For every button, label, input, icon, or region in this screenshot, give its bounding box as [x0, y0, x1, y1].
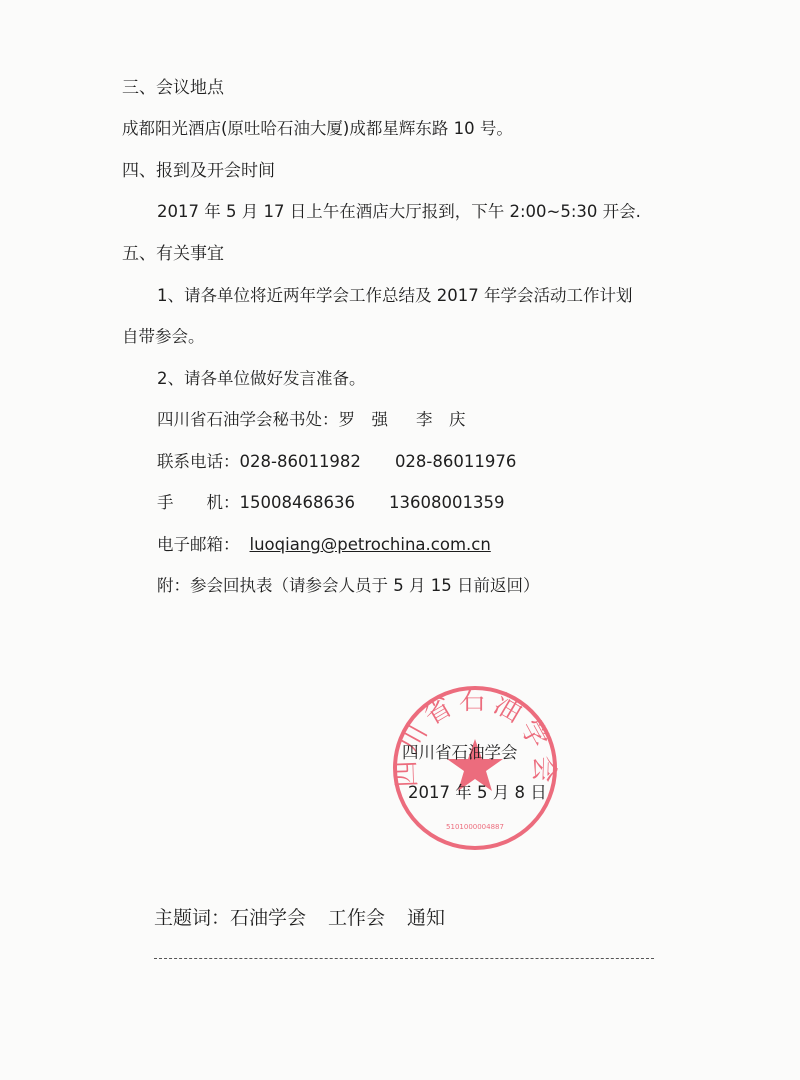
- section5-item1-line1: 1、请各单位将近两年学会工作总结及 2017 年学会活动工作计划: [157, 286, 633, 305]
- phone-1: 028-86011982: [239, 452, 361, 471]
- mobile-line: [157, 492, 504, 514]
- keyword-1: 石油学会: [230, 907, 307, 929]
- section3-heading: 三、会议地点: [122, 78, 224, 98]
- section4-text: 2017 年 5 月 17 日上午在酒店大厅报到，下午 2:00~5:30 开会.: [157, 202, 641, 221]
- mobile-label: 手 机：: [157, 493, 240, 512]
- dashed-divider: [154, 958, 654, 959]
- email-line: [157, 534, 491, 556]
- section5-item2: 2、请各单位做好发言准备。: [157, 369, 366, 388]
- keyword-3: 通知: [407, 907, 446, 929]
- section4-heading: 四、报到及开会时间: [122, 161, 275, 181]
- seal-text: 四川省石油学会: [390, 685, 560, 788]
- contact-person-2: 李 庆: [416, 410, 466, 429]
- signature-date: 2017 年 5 月 8 日: [408, 783, 547, 802]
- keywords-label: 主题词：: [154, 907, 231, 929]
- seal-serial: 5101000004887: [446, 823, 504, 831]
- mobile-1: 15008468636: [239, 493, 355, 512]
- secretariat-line: [157, 409, 466, 431]
- section3-text: 成都阳光酒店(原吐哈石油大厦)成都星辉东路 10 号。: [122, 119, 513, 138]
- secretariat-label: 四川省石油学会秘书处：: [157, 410, 339, 429]
- phone-label: 联系电话：: [157, 452, 240, 471]
- official-seal-icon: [390, 683, 560, 853]
- phone-line: [157, 451, 516, 473]
- phone-2: 028-86011976: [394, 452, 517, 471]
- section5-item1-line2: 自带参会。: [122, 327, 205, 346]
- email-link[interactable]: luoqiang@petrochina.com.cn: [249, 535, 491, 554]
- email-label: 电子邮箱：: [157, 535, 240, 554]
- keywords-line: [154, 906, 445, 930]
- mobile-2: 13608001359: [388, 493, 505, 512]
- contact-person-1: 罗 强: [338, 410, 388, 429]
- attachment-note: 附：参会回执表（请参会人员于 5 月 15 日前返回）: [157, 576, 540, 595]
- keyword-2: 工作会: [328, 907, 386, 929]
- signature-org: 四川省石油学会: [402, 743, 518, 762]
- section5-heading: 五、有关事宜: [122, 244, 224, 264]
